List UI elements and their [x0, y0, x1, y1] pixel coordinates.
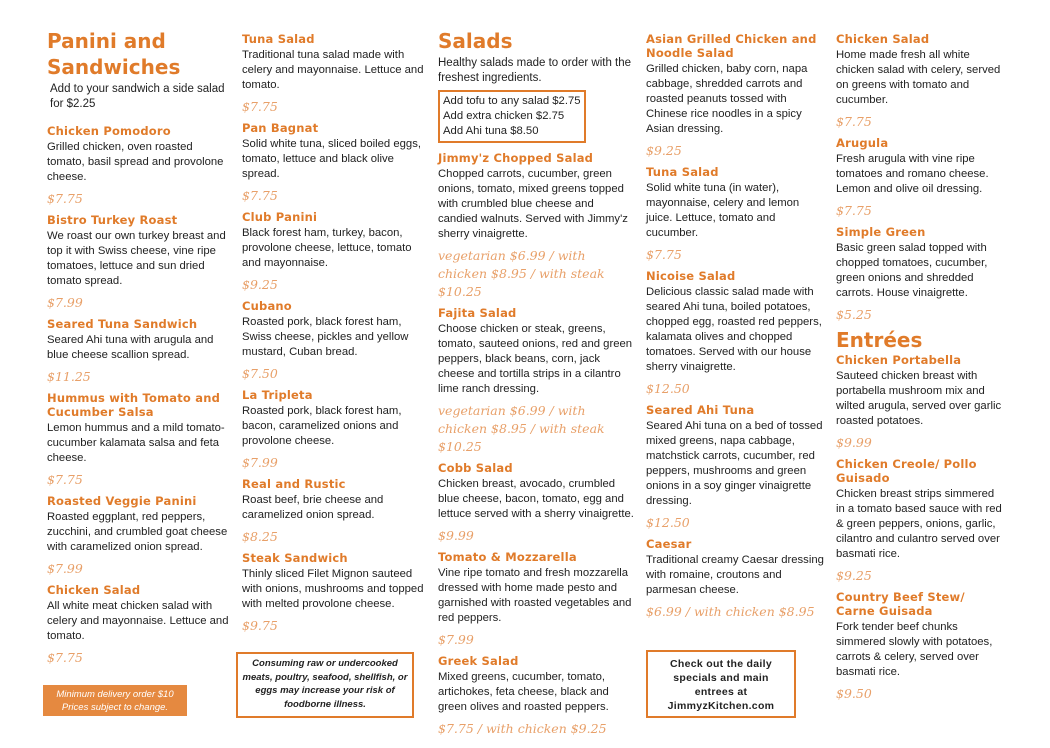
menu-item-description: Basic green salad topped with chopped tomatoes, cucumber, green onions and shredded carrots. House vinaigrette.: [836, 242, 988, 299]
menu-item-description: Sauteed chicken breast with portabella mushroom mix and wilted arugula, served over garlic roasted potatoes.: [836, 370, 1002, 427]
menu-item: [646, 537, 826, 621]
menu-item: [646, 165, 826, 264]
menu-item: [836, 32, 1006, 131]
menu-item-price: $7.75: [242, 188, 278, 203]
menu-item-description: Home made fresh all white chicken salad with celery, served on greens with tomato and cucumber.: [836, 49, 1001, 106]
menu-item-price: $11.25: [47, 369, 91, 384]
menu-item-description: Choose chicken or steak, greens, tomato, sauteed onions, red and green peppers, black beans, corn, jack cheese and tortilla strips in a cilantro lime ranch dressing.: [438, 323, 633, 395]
menu-item-name: La Tripleta: [242, 388, 313, 402]
menu-item-name: Pan Bagnat: [242, 121, 319, 135]
menu-item-name: Real and Rustic: [242, 477, 346, 491]
salads-entrees-column: [836, 32, 1006, 708]
panini-section-title: Panini and Sandwiches: [47, 29, 181, 79]
menu-item-name: Chicken Salad: [836, 32, 930, 46]
panini-column: [47, 28, 229, 672]
menu-item: [242, 477, 424, 546]
menu-item-price: $6.99 / with chicken $8.95: [646, 604, 815, 619]
menu-item-price: $7.75: [836, 203, 872, 218]
menu-item: [47, 494, 229, 578]
food-safety-notice: Consuming raw or undercooked meats, poultry, seafood, shellfish, or eggs may increase your risk of foodborne illness.: [236, 652, 414, 718]
menu-item-name: Chicken Pomodoro: [47, 124, 171, 138]
menu-item-price: $9.25: [646, 143, 682, 158]
menu-item: [242, 121, 424, 205]
menu-item-name: Asian Grilled Chicken and Noodle Salad: [646, 32, 817, 60]
menu-item: [242, 551, 424, 635]
menu-item-list: [242, 32, 424, 635]
menu-item: [438, 550, 634, 649]
menu-item-description: We roast our own turkey breast and top it with Swiss cheese, vine ripe tomatoes, lettuce and sun dried tomato spread.: [47, 230, 226, 287]
menu-item-name: Steak Sandwich: [242, 551, 348, 565]
addon-line: Add Ahi tuna $8.50: [443, 125, 539, 137]
menu-item-name: Greek Salad: [438, 654, 519, 668]
menu-item-description: Fresh arugula with vine ripe tomatoes and romano cheese. Lemon and olive oil dressing.: [836, 153, 989, 195]
menu-item-name: Hummus with Tomato and Cucumber Salsa: [47, 391, 221, 419]
menu-item: [438, 151, 634, 301]
menu-item: [47, 124, 229, 208]
menu-item: [47, 583, 229, 667]
menu-item-price: $9.25: [836, 568, 872, 583]
menu-item-price: vegetarian $6.99 / with chicken $8.95 / with steak $10.25: [438, 248, 605, 299]
menu-item: [438, 461, 634, 545]
salads-column-2: [646, 32, 826, 626]
menu-item-name: Country Beef Stew/ Carne Guisada: [836, 590, 965, 618]
menu-item-name: Arugula: [836, 136, 889, 150]
menu-item-name: Tuna Salad: [242, 32, 315, 46]
menu-item-name: Caesar: [646, 537, 692, 551]
menu-item-price: $9.99: [836, 435, 872, 450]
menu-item-price: $8.25: [242, 529, 278, 544]
entrees-section-title: Entrées: [836, 328, 923, 352]
menu-item-price: $7.99: [438, 632, 474, 647]
menu-item-description: Vine ripe tomato and fresh mozzarella dressed with home made pesto and garnished with roasted vegetables and red peppers.: [438, 567, 632, 624]
menu-item-description: Grilled chicken, oven roasted tomato, basil spread and provolone cheese.: [47, 141, 224, 183]
menu-item: [47, 317, 229, 386]
menu-item-name: Cobb Salad: [438, 461, 513, 475]
menu-item-price: $7.75: [646, 247, 682, 262]
menu-item-name: Seared Ahi Tuna: [646, 403, 755, 417]
menu-item-price: $9.25: [242, 277, 278, 292]
menu-item-description: Traditional tuna salad made with celery and mayonnaise. Lettuce and tomato.: [242, 49, 424, 91]
menu-item-list: [438, 151, 634, 738]
menu-item: [646, 403, 826, 532]
menu-item-price: $7.75 / with chicken $9.25: [438, 721, 607, 736]
menu-item-name: Bistro Turkey Roast: [47, 213, 178, 227]
menu-item-description: Black forest ham, turkey, bacon, provolone cheese, lettuce, tomato and mayonnaise.: [242, 227, 412, 269]
menu-item: [836, 457, 1006, 585]
menu-item: [438, 306, 634, 456]
menu-item-name: Roasted Veggie Panini: [47, 494, 197, 508]
menu-item-description: Solid white tuna (in water), mayonnaise, celery and lemon juice. Lettuce, tomato and cucumber.: [646, 182, 800, 239]
menu-item-name: Cubano: [242, 299, 292, 313]
addon-line: Add extra chicken $2.75: [443, 110, 565, 122]
menu-item: [646, 32, 826, 160]
menu-item-name: Jimmy'z Chopped Salad: [438, 151, 594, 165]
menu-item-description: Traditional creamy Caesar dressing with romaine, croutons and parmesan cheese.: [646, 554, 824, 596]
menu-item-price: $9.50: [836, 686, 872, 701]
menu-item-price: $12.50: [646, 515, 690, 530]
menu-item-price: $5.25: [836, 307, 872, 322]
menu-item: [242, 388, 424, 472]
menu-item-description: Delicious classic salad made with seared Ahi tuna, boiled potatoes, chopped egg, roasted red peppers, kalamata olives and chopped tomatoes. Served with our house sherry vinaigrette.: [646, 286, 822, 373]
salads-column: [438, 28, 634, 743]
menu-item-price: $9.99: [438, 528, 474, 543]
sandwiches-column-2: [242, 32, 424, 640]
menu-item: [47, 391, 229, 489]
menu-item-description: Chicken breast strips simmered in a tomato based sauce with red & green peppers, onions, garlic, cilantro and culantro served over basmati rice.: [836, 488, 1002, 560]
menu-item: [836, 590, 1006, 703]
menu-item-price: $7.99: [242, 455, 278, 470]
menu-item-description: Chopped carrots, cucumber, green onions, tomato, mixed greens topped with crumbled blue cheese and candied walnuts. Served with Jimmy'z sherry vinaigrette.: [438, 168, 628, 240]
daily-specials-box: Check out the daily specials and main entrees at JimmyzKitchen.com: [646, 650, 796, 718]
menu-item-name: Tuna Salad: [646, 165, 719, 179]
menu-item-name: Chicken Creole/ Pollo Guisado: [836, 457, 977, 485]
menu-item: [836, 225, 1006, 324]
menu-item: [47, 213, 229, 312]
menu-item-price: $7.50: [242, 366, 278, 381]
delivery-notice: Minimum delivery order $10 Prices subject to change.: [43, 685, 187, 716]
menu-item-description: Thinly sliced Filet Mignon sauteed with onions, mushrooms and topped with melted provolone cheese.: [242, 568, 424, 610]
menu-item: [242, 299, 424, 383]
panini-section-desc: Add to your sandwich a side salad for $2.25: [50, 83, 225, 110]
menu-item-description: Roasted eggplant, red peppers, zucchini, and crumbled goat cheese with caramelized onion spread.: [47, 511, 228, 553]
menu-item: [836, 353, 1006, 452]
menu-item-price: $7.75: [47, 650, 83, 665]
salad-addons-box: [438, 90, 586, 143]
menu-item-price: $7.99: [47, 295, 83, 310]
menu-item-price: $12.50: [646, 381, 690, 396]
salads-section-desc: Healthy salads made to order with the freshest ingredients.: [438, 57, 632, 84]
menu-item-price: $7.75: [242, 99, 278, 114]
menu-item-list: [646, 32, 826, 621]
menu-item-name: Tomato & Mozzarella: [438, 550, 577, 564]
menu-item-price: $7.99: [47, 561, 83, 576]
menu-item-name: Nicoise Salad: [646, 269, 736, 283]
menu-item-description: Grilled chicken, baby corn, napa cabbage, shredded carrots and roasted peanuts tossed with Chinese rice noodles in a spicy Asian dressing.: [646, 63, 808, 135]
menu-item-description: Chicken breast, avocado, crumbled blue cheese, bacon, tomato, egg and lettuce served with a sherry vinaigrette.: [438, 478, 634, 520]
website-link[interactable]: JimmyzKitchen.com: [667, 700, 775, 712]
menu-item: [438, 654, 634, 738]
addon-line: Add tofu to any salad $2.75: [443, 95, 581, 107]
menu-item-name: Simple Green: [836, 225, 926, 239]
menu-item-description: Solid white tuna, sliced boiled eggs, tomato, lettuce and black olive spread.: [242, 138, 421, 180]
menu-item-description: Seared Ahi tuna on a bed of tossed mixed greens, napa cabbage, matchstick carrots, cucumber, red peppers, mushrooms and green onions in a soy ginger vinaigrette dressing.: [646, 420, 823, 507]
menu-item: [242, 32, 424, 116]
menu-item-description: Seared Ahi tuna with arugula and blue cheese scallion spread.: [47, 334, 214, 361]
menu-item-name: Club Panini: [242, 210, 318, 224]
menu-item-list: [836, 353, 1006, 703]
menu-item-description: Fork tender beef chunks simmered slowly with potatoes, carrots & celery, served over basmati rice.: [836, 621, 993, 678]
menu-item-name: Fajita Salad: [438, 306, 517, 320]
menu-item-price: $9.75: [242, 618, 278, 633]
menu-item-price: vegetarian $6.99 / with chicken $8.95 / with steak $10.25: [438, 403, 605, 454]
menu-item-name: Seared Tuna Sandwich: [47, 317, 198, 331]
menu-item-description: Roasted pork, black forest ham, bacon, caramelized onions and provolone cheese.: [242, 405, 402, 447]
menu-item-description: Lemon hummus and a mild tomato-cucumber kalamata salsa and feta cheese.: [47, 422, 225, 464]
menu-item-description: Roast beef, brie cheese and caramelized onion spread.: [242, 494, 384, 521]
menu-item-list: [836, 32, 1006, 324]
menu-item: [836, 136, 1006, 220]
menu-item-name: Chicken Portabella: [836, 353, 962, 367]
menu-item-price: $7.75: [47, 191, 83, 206]
menu-item-list: [47, 124, 229, 667]
menu-item-description: All white meat chicken salad with celery and mayonnaise. Lettuce and tomato.: [47, 600, 229, 642]
menu-item-price: $7.75: [836, 114, 872, 129]
menu-item-price: $7.75: [47, 472, 83, 487]
menu-item: [242, 210, 424, 294]
salads-section-title: Salads: [438, 29, 513, 53]
menu-item-name: Chicken Salad: [47, 583, 141, 597]
menu-item-description: Roasted pork, black forest ham, Swiss cheese, pickles and yellow mustard, Cuban bread.: [242, 316, 409, 358]
menu-item-description: Mixed greens, cucumber, tomato, artichokes, feta cheese, black and green olives and roasted peppers.: [438, 671, 609, 713]
menu-item: [646, 269, 826, 398]
